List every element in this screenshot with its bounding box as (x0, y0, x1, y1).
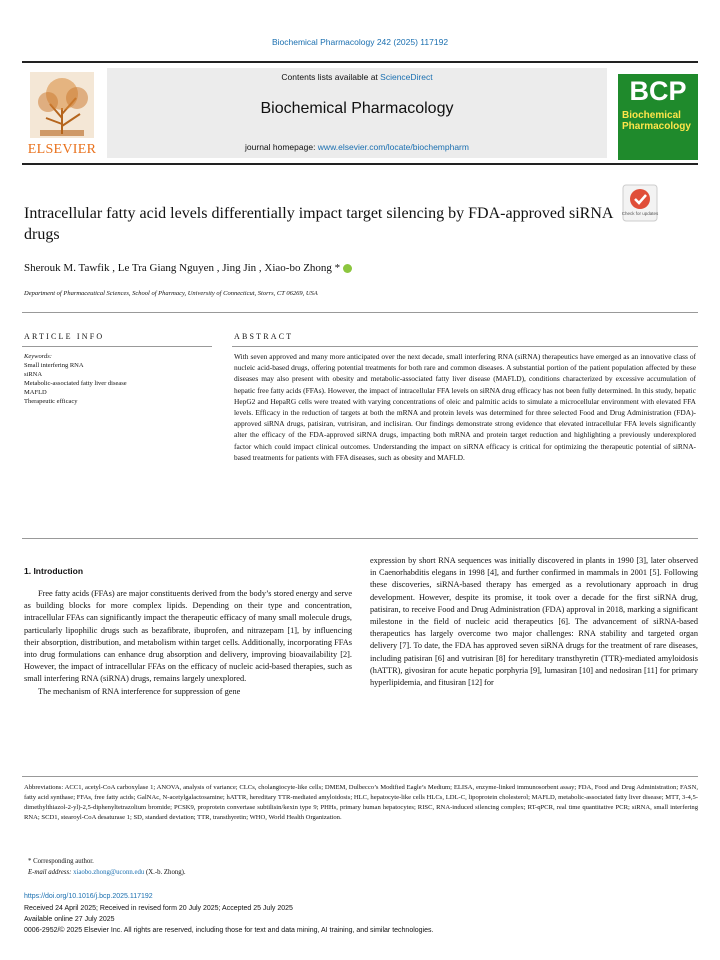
keywords-block (24, 352, 214, 406)
sciencedirect-link[interactable]: ScienceDirect (380, 72, 433, 82)
elsevier-wordmark: ELSEVIER (27, 142, 97, 157)
keyword-item: Metabolic-associated fatty liver disease (24, 380, 127, 387)
header-rule (22, 61, 698, 63)
homepage-link[interactable]: www.elsevier.com/locate/biochempharm (317, 142, 469, 152)
body-paragraph: The mechanism of RNA interference for suppression of gene (38, 686, 241, 696)
keyword-item: Therapeutic efficacy (24, 398, 78, 405)
article-info-heading: ARTICLE INFO (24, 332, 105, 341)
orcid-icon[interactable] (343, 264, 352, 273)
cover-title (622, 110, 694, 132)
authors-text: Sherouk M. Tawfik , Le Tra Giang Nguyen , Jing Jin , Xiao-bo Zhong * (24, 262, 341, 274)
available-online: Available online 27 July 2025 (24, 916, 115, 923)
body-column-left (24, 588, 352, 698)
keywords-label: Keywords: (24, 353, 52, 360)
article-info-rule (22, 346, 212, 347)
article-title: Intracellular fatty acid levels differentially impact target silencing by FDA-approved siRNA drugs (24, 205, 613, 243)
copyright-notice: 0006-2952/© 2025 Elsevier Inc. All rights are reserved, including those for text and data mining, AI training, and similar technologies. (24, 927, 434, 934)
email-suffix: (X.-b. Zhong). (144, 869, 186, 876)
email-label: E-mail address: (28, 869, 74, 876)
check-for-updates-icon[interactable] (622, 184, 658, 222)
journal-cover[interactable] (618, 74, 698, 160)
keyword-item: Small interfering RNA (24, 362, 84, 369)
body-column-right (370, 555, 698, 689)
journal-title: Biochemical Pharmacology (260, 100, 454, 117)
journal-citation[interactable]: Biochemical Pharmacology 242 (2025) 117192 (271, 37, 449, 47)
cover-title-line2: Pharmacology (622, 121, 691, 132)
cover-title-line1: Biochemical (622, 110, 681, 121)
received-dates: Received 24 April 2025; Received in revised form 20 July 2025; Accepted 25 July 2025 (24, 905, 293, 912)
abstract-bottom-rule (22, 538, 698, 539)
contents-prefix: Contents lists available at (281, 72, 381, 82)
abstract-heading: ABSTRACT (234, 332, 294, 341)
corresponding-author-note: * Corresponding author. (28, 858, 94, 865)
abstract-text: With seven approved and many more anticipated over the next decade, small interfering RNA (siRNA) therapeutics have emerged as an innovative class of nucleic acid-based drugs, offering potential treatments for both rare and common diseases. A substantial portion of the patient population affected by these diseases may also present with obesity and metabolic-associated fatty liver disease (MAFLD), conditions characterized by excessive accumulation of hepatic free fatty acids (FFAs). However, the impact of intracellular FFA levels on siRNA drug efficacy has not been fully determined. In this study, hepatic HepG2 and HepaRG cells were treated with varying concentrations of oleic and palmitic acids to simulate a microcellular environment with elevated FFA levels. Efficacy in the reduction of targets at both the mRNA and protein levels was determined for three selected Food and Drug Administration (FDA)-approved siRNA drugs, patisiran, vutrisiran, and inclisiran. Our findings demonstrate strong evidence that elevated intracellular FFA levels significantly alter the efficacy of the FDA-approved siRNA drugs, impacting both mRNA and protein target reduction and highlighting a previously underexplored factor which could impact clinical outcomes. Understanding the impact on siRNA efficacy is critical for optimizing the therapeutic potential of siRNA-based treatments for patients with FFA diseases, such as obesity and MAFLD. (234, 352, 696, 462)
cover-acronym: BCP (629, 76, 687, 106)
keyword-item: siRNA (24, 371, 43, 378)
contents-line (107, 72, 607, 82)
footnote-rule (22, 776, 698, 777)
section-heading-introduction: 1. Introduction (24, 566, 84, 576)
doi-link[interactable]: https://doi.org/10.1016/j.bcp.2025.117192 (24, 893, 153, 900)
email-link[interactable]: xiaobo.zhong@uconn.edu (73, 869, 145, 876)
affiliation: Department of Pharmaceutical Sciences, School of Pharmacy, University of Connecticut, Storrs, CT 06269, USA (24, 290, 318, 297)
body-paragraph: expression by short RNA sequences was initially discovered in plants in 1990 [3], later observed in Caenorhabditis elegans in 1998 [4], and further confirmed in mammals in 2001 [5]. Following these discoveries, siRNA-based therapy has emerged as a revolutionary approach in drug development. However, despite its promise, it took over a decade for the first siRNA drug, patisiran, to receive Food and Drug Administration (FDA) approval in 2018, marking a significant milestone in the field of nucleic acid therapeutics [6]. The advancement of siRNA-based therapeutics has largely overcome two major challenges: RNA stability and targeted organ delivery [7]. To date, the FDA has approved seven siRNA drugs for the treatment of rare diseases, including patisiran [6] and vutrisiran [8] for hereditary transthyretin (TTR)-mediated amyloidosis (hATTR), givosiran for acute hepatic porphyria [9], lumasiran [10] and nedosiran [11] for primary hyperlipidemia, and fitusiran [12] for (370, 556, 698, 688)
abstract-rule (232, 346, 698, 347)
body-paragraph: Free fatty acids (FFAs) are major constituents derived from the body’s stored energy and serve as building blocks for more complex lipids. Depending on their type and concentration, intracellular FFAs can significantly impact the therapeutic efficacy of many small molecule drugs, particularly lipophilic drugs such as bezafibrate, ibuprofen, and nitrazepam [1], by influencing their absorption, distribution, and metabolism within target cells. Additionally, incorporating FFAs into drug formulations can enhance drug absorption and delivery, improving bioavailability [2]. However, the impact of intracellular FFAs on the efficacy of nucleic acid-based therapies, such as small interfering RNA (siRNA) drugs, remains largely unexplored. (24, 589, 352, 684)
homepage-line (107, 142, 607, 152)
homepage-prefix: journal homepage: (245, 142, 318, 152)
check-for-updates-label: Check for updates (621, 211, 659, 216)
abbreviations-footnote: Abbreviations: ACC1, acetyl-CoA carboxylase 1; ANOVA, analysis of variance; CLCs, cholangiocyte-like cells; DMEM, Dulbecco’s Modified Eagle’s Medium; ELISA, enzyme-linked immunosorbent assay; FDA, Food and Drug Administration; FASN, fatty acid synthase; FFAs, free fatty acids; GalNAc, N-acetylgalactosamine; hATTR, hereditary TTR-mediated amyloidosis; HLC, hepatocyte-like cells HLCs, LDL-C, lipoprotein cholesterol; MAFLD, metabolic-associated fatty liver disease; MTT, 3-4,5-dimethylthiazol-2-yl)-2,5-diphenyltetrazolium bromide; PCSK9, proprotein convertase subtilisin/kexin type 9; PHHs, primary human hepatocytes; RISC, RNA-induced silencing complex; RT-qPCR, real time quantitative PCR; siRNA, small interfering RNA; SCD1, stearoyl-CoA desaturase 1; SD, standard deviation; TTR, transthyretin; WHO, World Health Organization. (24, 784, 698, 821)
keyword-item: MAFLD (24, 389, 47, 396)
header-rule-bottom (22, 163, 698, 165)
author-list (24, 262, 624, 274)
email-line (28, 869, 186, 876)
affiliation-rule (22, 312, 698, 313)
